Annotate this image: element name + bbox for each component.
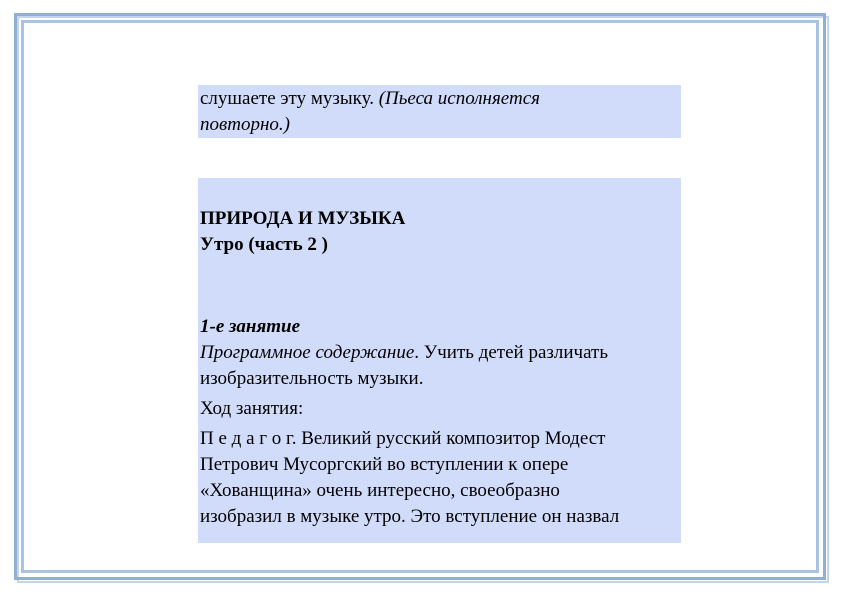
program-text: . Учить детей различать: [414, 342, 608, 363]
course-label: Ход занятия:: [200, 398, 304, 419]
spacer: [200, 178, 679, 206]
text-block-continuation: [198, 85, 681, 138]
teacher-line-4: изобразил в музыке утро. Это вступление он назвал: [200, 506, 620, 527]
program-line-2: изобразительность музыки.: [200, 368, 424, 389]
lesson-heading: 1-е занятие: [200, 316, 301, 337]
teacher-line-2: Петрович Мусоргский во вступлении к опере: [200, 454, 569, 475]
continuation-line-1: [200, 86, 679, 112]
continuation-line-2: повторно.): [200, 114, 290, 135]
teacher-line-3: «Хованщина» очень интересно, своеобразно: [200, 480, 560, 501]
teacher-label: П е д а г о г.: [200, 428, 297, 449]
text-block-lesson: [198, 178, 681, 543]
section-subtitle: Утро (часть 2 ): [200, 234, 329, 255]
teacher-line-1: [200, 426, 679, 452]
program-line-1: [200, 340, 679, 366]
teacher-text: Великий русский композитор Модест: [296, 428, 606, 449]
section-title: ПРИРОДА И МУЗЫКА: [200, 208, 406, 229]
continuation-plain-text: слушаете эту музыку.: [200, 88, 379, 109]
spacer: [200, 258, 679, 314]
continuation-italic-text: (Пьеса исполняется: [378, 88, 540, 109]
program-label: Программное содержание: [200, 342, 415, 363]
